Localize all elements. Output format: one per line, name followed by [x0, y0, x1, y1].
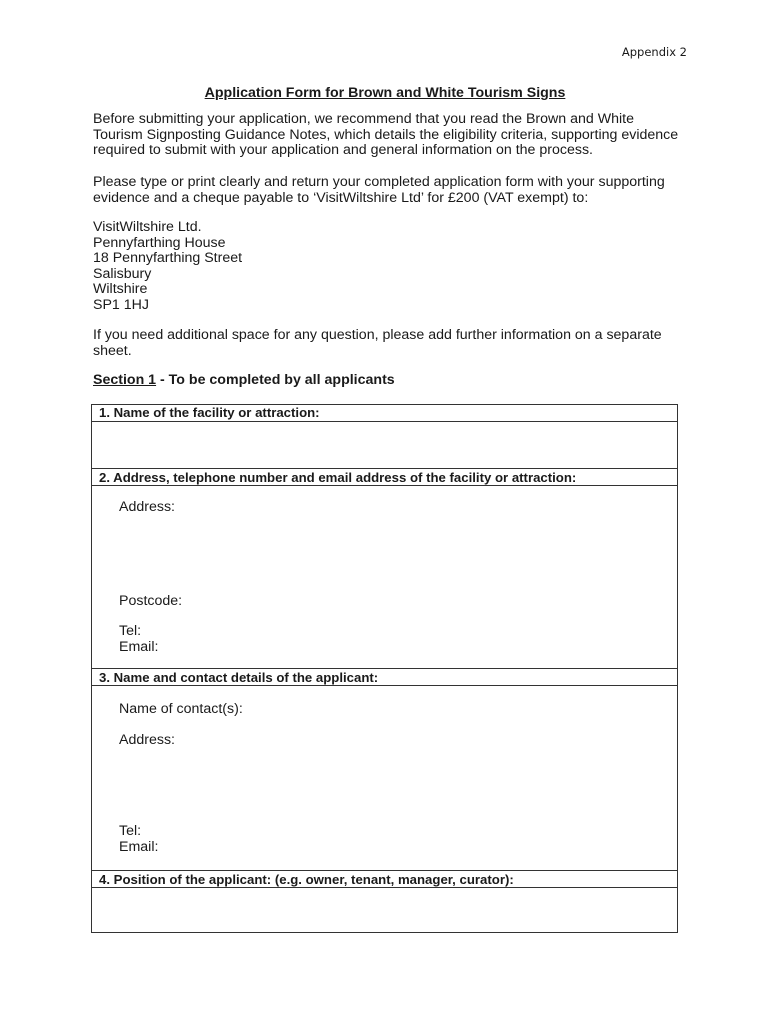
- q4-header: 4. Position of the applicant: (e.g. owner, tenant, manager, curator):: [92, 870, 677, 888]
- q2-email-label: Email:: [119, 639, 159, 655]
- additional-space-note: If you need additional space for any question, please add further information on a separate sheet.: [93, 327, 662, 359]
- q3-header: 3. Name and contact details of the applicant:: [92, 668, 677, 686]
- q3-tel-label: Tel:: [119, 823, 142, 839]
- section-description: - To be completed by all applicants: [156, 372, 395, 388]
- address-line: VisitWiltshire Ltd.: [93, 219, 202, 235]
- address-line: Salisbury: [93, 265, 152, 282]
- q3-address-label: Address:: [119, 732, 175, 748]
- instructions-paragraph: Please type or print clearly and return your completed application form with your supporting evidence and a cheque payable to ‘VisitWiltshire Ltd’ for £200 (VAT exempt) to:: [93, 174, 665, 206]
- q4-answer-field[interactable]: [92, 888, 677, 932]
- address-line: Pennyfarthing House: [93, 234, 226, 251]
- q3-answer-field[interactable]: [92, 686, 677, 870]
- appendix-label: Appendix 2: [621, 45, 687, 59]
- q2-answer-field[interactable]: [92, 486, 677, 669]
- address-line: Wiltshire: [93, 281, 148, 297]
- q1-answer-field[interactable]: [92, 422, 677, 470]
- application-form-table: [91, 404, 678, 933]
- q2-tel-label: Tel:: [119, 623, 142, 639]
- q3-contact-label: Name of contact(s):: [119, 701, 243, 717]
- section-heading: [93, 373, 395, 389]
- q2-postcode-label: Postcode:: [119, 593, 183, 609]
- q3-email-label: Email:: [119, 839, 159, 855]
- postal-address: [93, 220, 683, 313]
- address-line: 18 Pennyfarthing Street: [93, 250, 243, 266]
- address-line: SP1 1HJ: [93, 296, 149, 313]
- intro-paragraph: Before submitting your application, we recommend that you read the Brown and White Tourism Signposting Guidance Notes, which details the eligibility criteria, supporting evidence required to submit with your application and general information on the process.: [93, 111, 679, 158]
- document-title: Application Form for Brown and White Tourism Signs: [204, 85, 566, 101]
- q2-header: 2. Address, telephone number and email address of the facility or attraction:: [92, 468, 677, 486]
- section-label: Section 1: [93, 372, 157, 388]
- q2-address-label: Address:: [119, 499, 175, 515]
- q1-header: 1. Name of the facility or attraction:: [92, 405, 677, 422]
